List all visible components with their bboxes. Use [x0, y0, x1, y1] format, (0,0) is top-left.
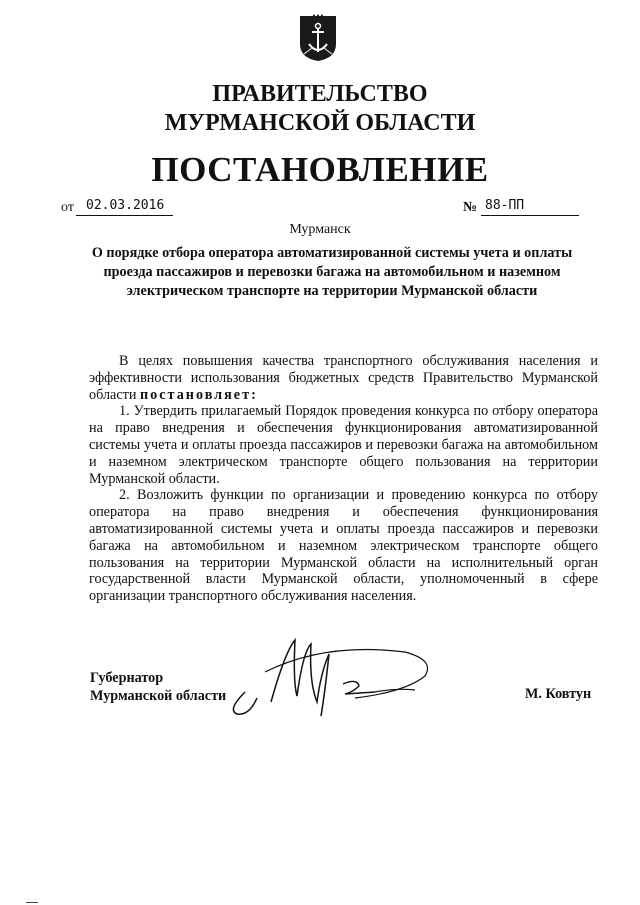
document-subject: О порядке отбора оператора автоматизированной системы учета и оплаты проезда пассажиров и перевозки багажа на автомобильном и наземном электрическом транспорте на территории Мурманской области [91, 245, 573, 299]
position-line-2: Мурманской области [90, 688, 227, 704]
clause-1: 1. Утвердить прилагаемый Порядок проведения конкурса по отбору оператора на право внедрения и обеспечения функционирования автоматизированной системы учета и оплаты проезда пассажиров и перевозки багажа на автомобильном и наземном электрическом транспорте общего пользования на территории Мурманской области. [89, 403, 598, 487]
document-type-title: ПОСТАНОВЛЕНИЕ [151, 150, 489, 189]
position-line-1: Губернатор [90, 670, 164, 686]
number-label: № [463, 200, 478, 215]
document-date: 02.03.2016 [76, 198, 173, 216]
signatory-name: М. Ковтун [525, 686, 592, 702]
government-title [0, 80, 640, 138]
date-label: от [61, 200, 74, 215]
clause-2: 2. Возложить функции по организации и проведению конкурса по отбору оператора на право внедрения и обеспечения функционирования автоматизированной системы учета и оплаты проезда пассажиров и перевозки багажа на автомобильном и наземном электрическом транспорте общего пользования на территории Мурманской области на исполнительный орган государственной власти Мурманской области, уполномоченный в сфере организации транспортного обслуживания населения. [89, 487, 598, 605]
preamble-paragraph [89, 353, 598, 403]
document-body [89, 353, 598, 605]
city: Мурманск [289, 222, 351, 237]
page-corner-mark [26, 902, 38, 903]
handwritten-signature [225, 632, 440, 722]
decree-word: постановляет: [139, 386, 258, 403]
coat-of-arms-icon [298, 14, 338, 62]
signatory-position [90, 669, 226, 705]
document-number: 88-ПП [481, 198, 579, 216]
org-line-2: МУРМАНСКОЙ ОБЛАСТИ [164, 110, 476, 136]
preamble-text: В целях повышения качества транспортного обслуживания населения и эффективности использования бюджетных средств Правительство Мурманской области [89, 353, 598, 403]
org-line-1: ПРАВИТЕЛЬСТВО [212, 81, 428, 107]
